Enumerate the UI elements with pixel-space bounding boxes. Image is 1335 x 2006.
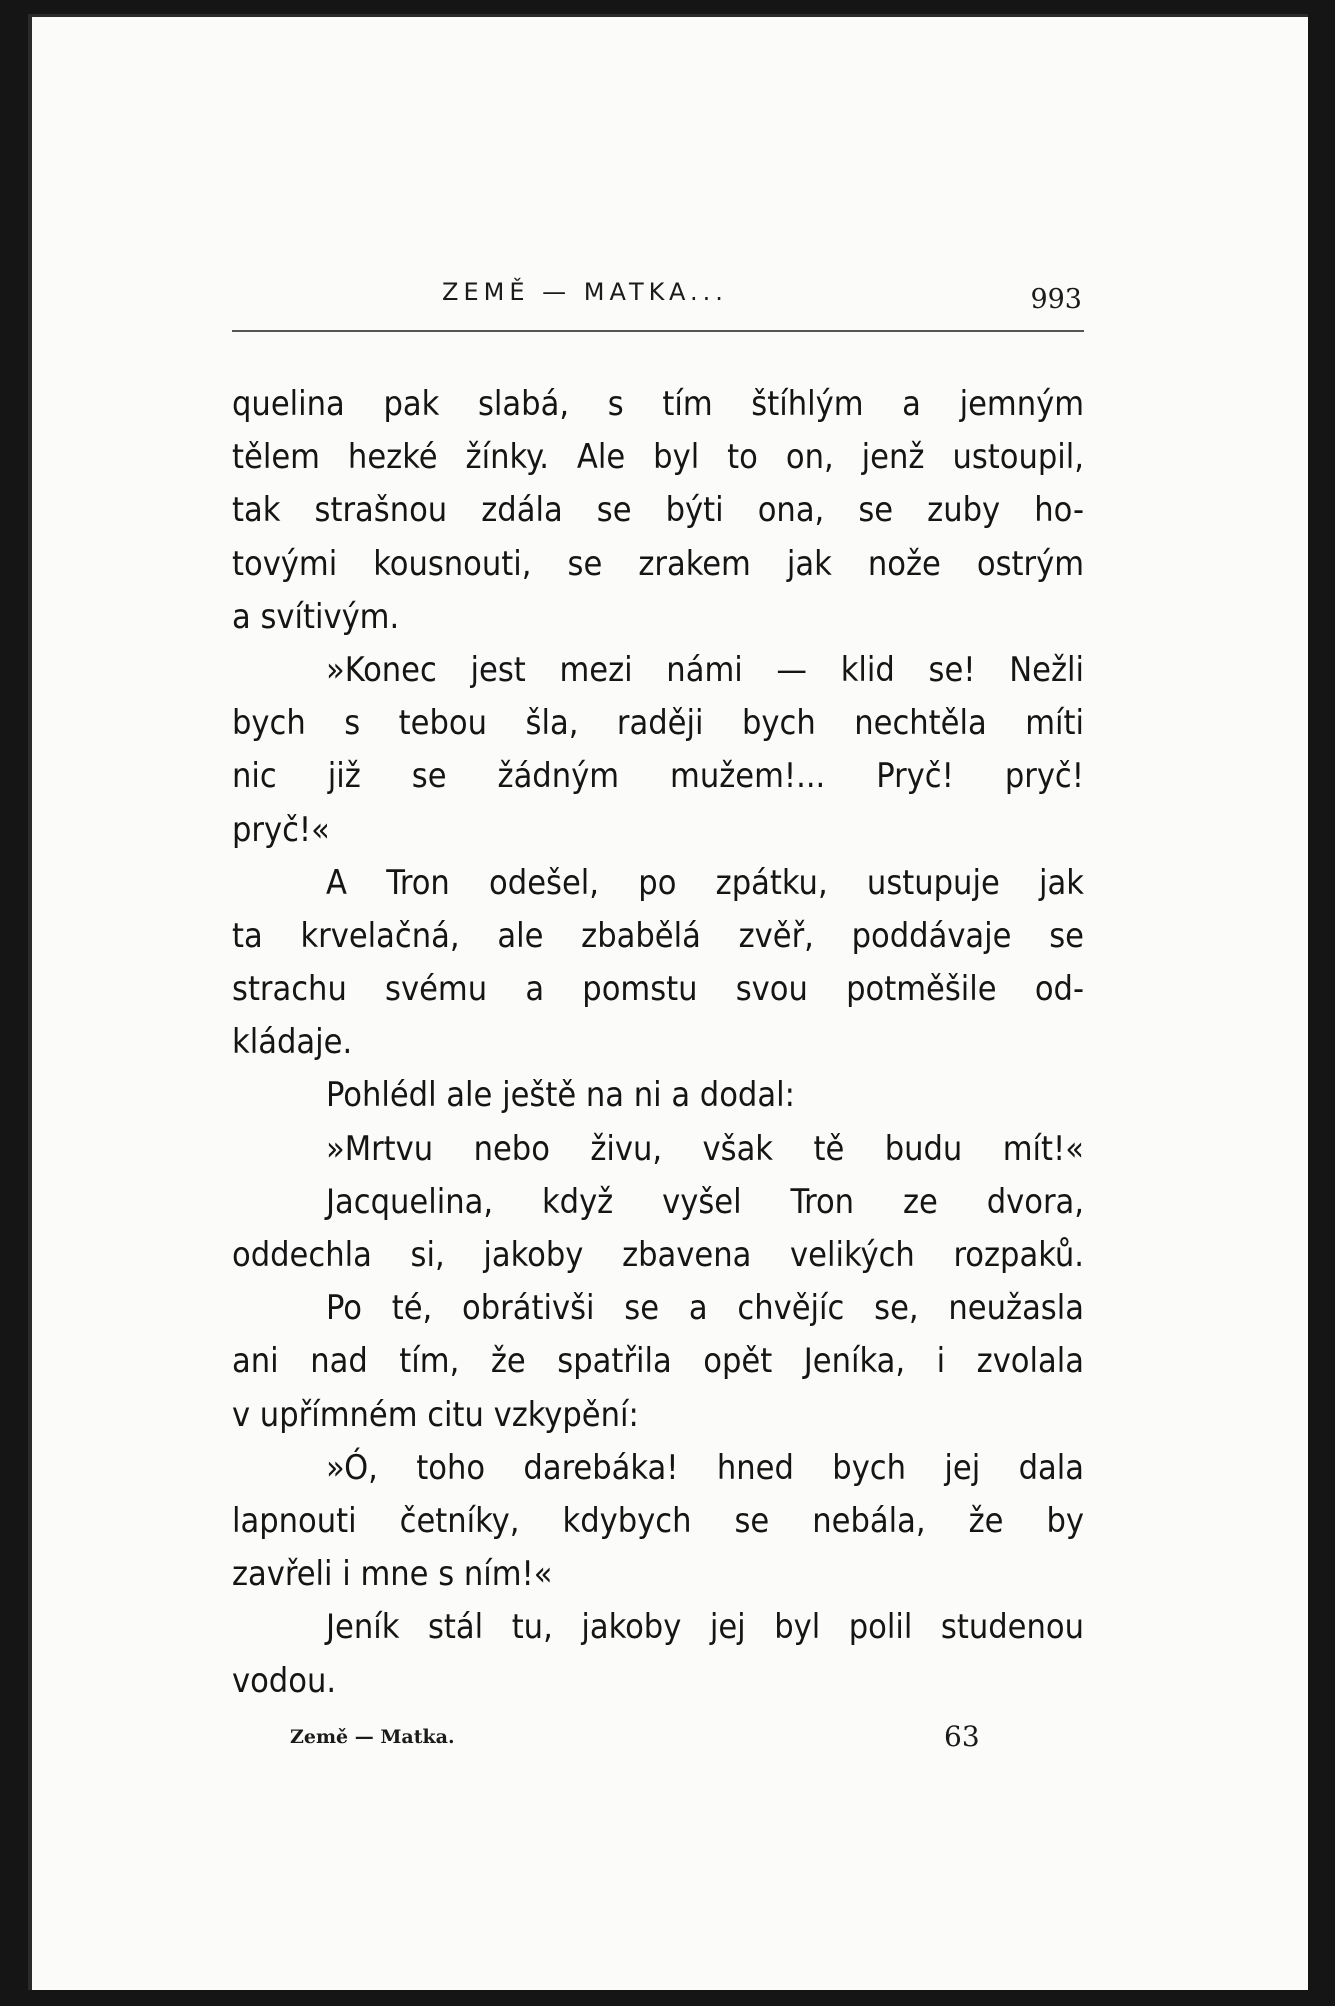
text-line: »Konec jest mezi námi — klid se! Nežli — [326, 649, 1084, 690]
text-line: strachu svému a pomstu svou potměšile od- — [232, 969, 1084, 1010]
text-line: zavřeli i mne s ním!« — [232, 1554, 553, 1595]
text-line: »Ó, toho darebáka! hned bych jej dala — [326, 1447, 1084, 1488]
body-text — [232, 378, 1084, 1708]
page-number: 993 — [1030, 284, 1082, 315]
sheet-number: 63 — [944, 1720, 980, 1753]
text-line: vodou. — [232, 1660, 337, 1701]
text-line: ta krvelačná, ale zbabělá zvěř, poddávaje se — [232, 915, 1084, 956]
text-line: »Mrtvu nebo živu, však tě budu mít!« — [326, 1128, 1084, 1169]
text-line: Po té, obrátivši se a chvějíc se, neužasla — [326, 1288, 1084, 1329]
text-line: tělem hezké žínky. Ale byl to on, jenž ustoupil, — [232, 437, 1084, 478]
text-line: pryč!« — [232, 809, 330, 850]
text-line: v upřímném citu vzkypění: — [232, 1394, 639, 1435]
running-title: ZEMĚ — MATKA... — [442, 278, 728, 306]
text-line: ani nad tím, že spatřila opět Jeníka, i zvolala — [232, 1341, 1084, 1382]
footer-signature: Země — Matka. — [290, 1726, 455, 1748]
text-line: a svítivým. — [232, 596, 400, 637]
text-line: nic již se žádným mužem!... Pryč! pryč! — [232, 756, 1084, 797]
text-line: oddechla si, jakoby zbavena velikých rozpaků. — [232, 1235, 1084, 1275]
text-line: quelina pak slabá, s tím štíhlým a jemným — [232, 384, 1084, 424]
text-line: tovými kousnouti, se zrakem jak nože ostrým — [232, 543, 1084, 584]
text-line: tak strašnou zdála se býti ona, se zuby ho- — [232, 490, 1084, 531]
text-line: lapnouti četníky, kdybych se nebála, že by — [232, 1500, 1084, 1541]
header-rule — [232, 330, 1084, 332]
text-line: Jeník stál tu, jakoby jej byl polil studenou — [326, 1607, 1084, 1648]
page-footer — [232, 1718, 1084, 1762]
text-line: Pohlédl ale ještě na ni a dodal: — [326, 1075, 795, 1116]
text-line: bych s tebou šla, raději bych nechtěla míti — [232, 703, 1084, 744]
text-line: Jacquelina, když vyšel Tron ze dvora, — [326, 1181, 1084, 1222]
running-header — [232, 278, 1082, 326]
text-line: kládaje. — [232, 1022, 353, 1063]
text-line: A Tron odešel, po zpátku, ustupuje jak — [326, 862, 1084, 903]
